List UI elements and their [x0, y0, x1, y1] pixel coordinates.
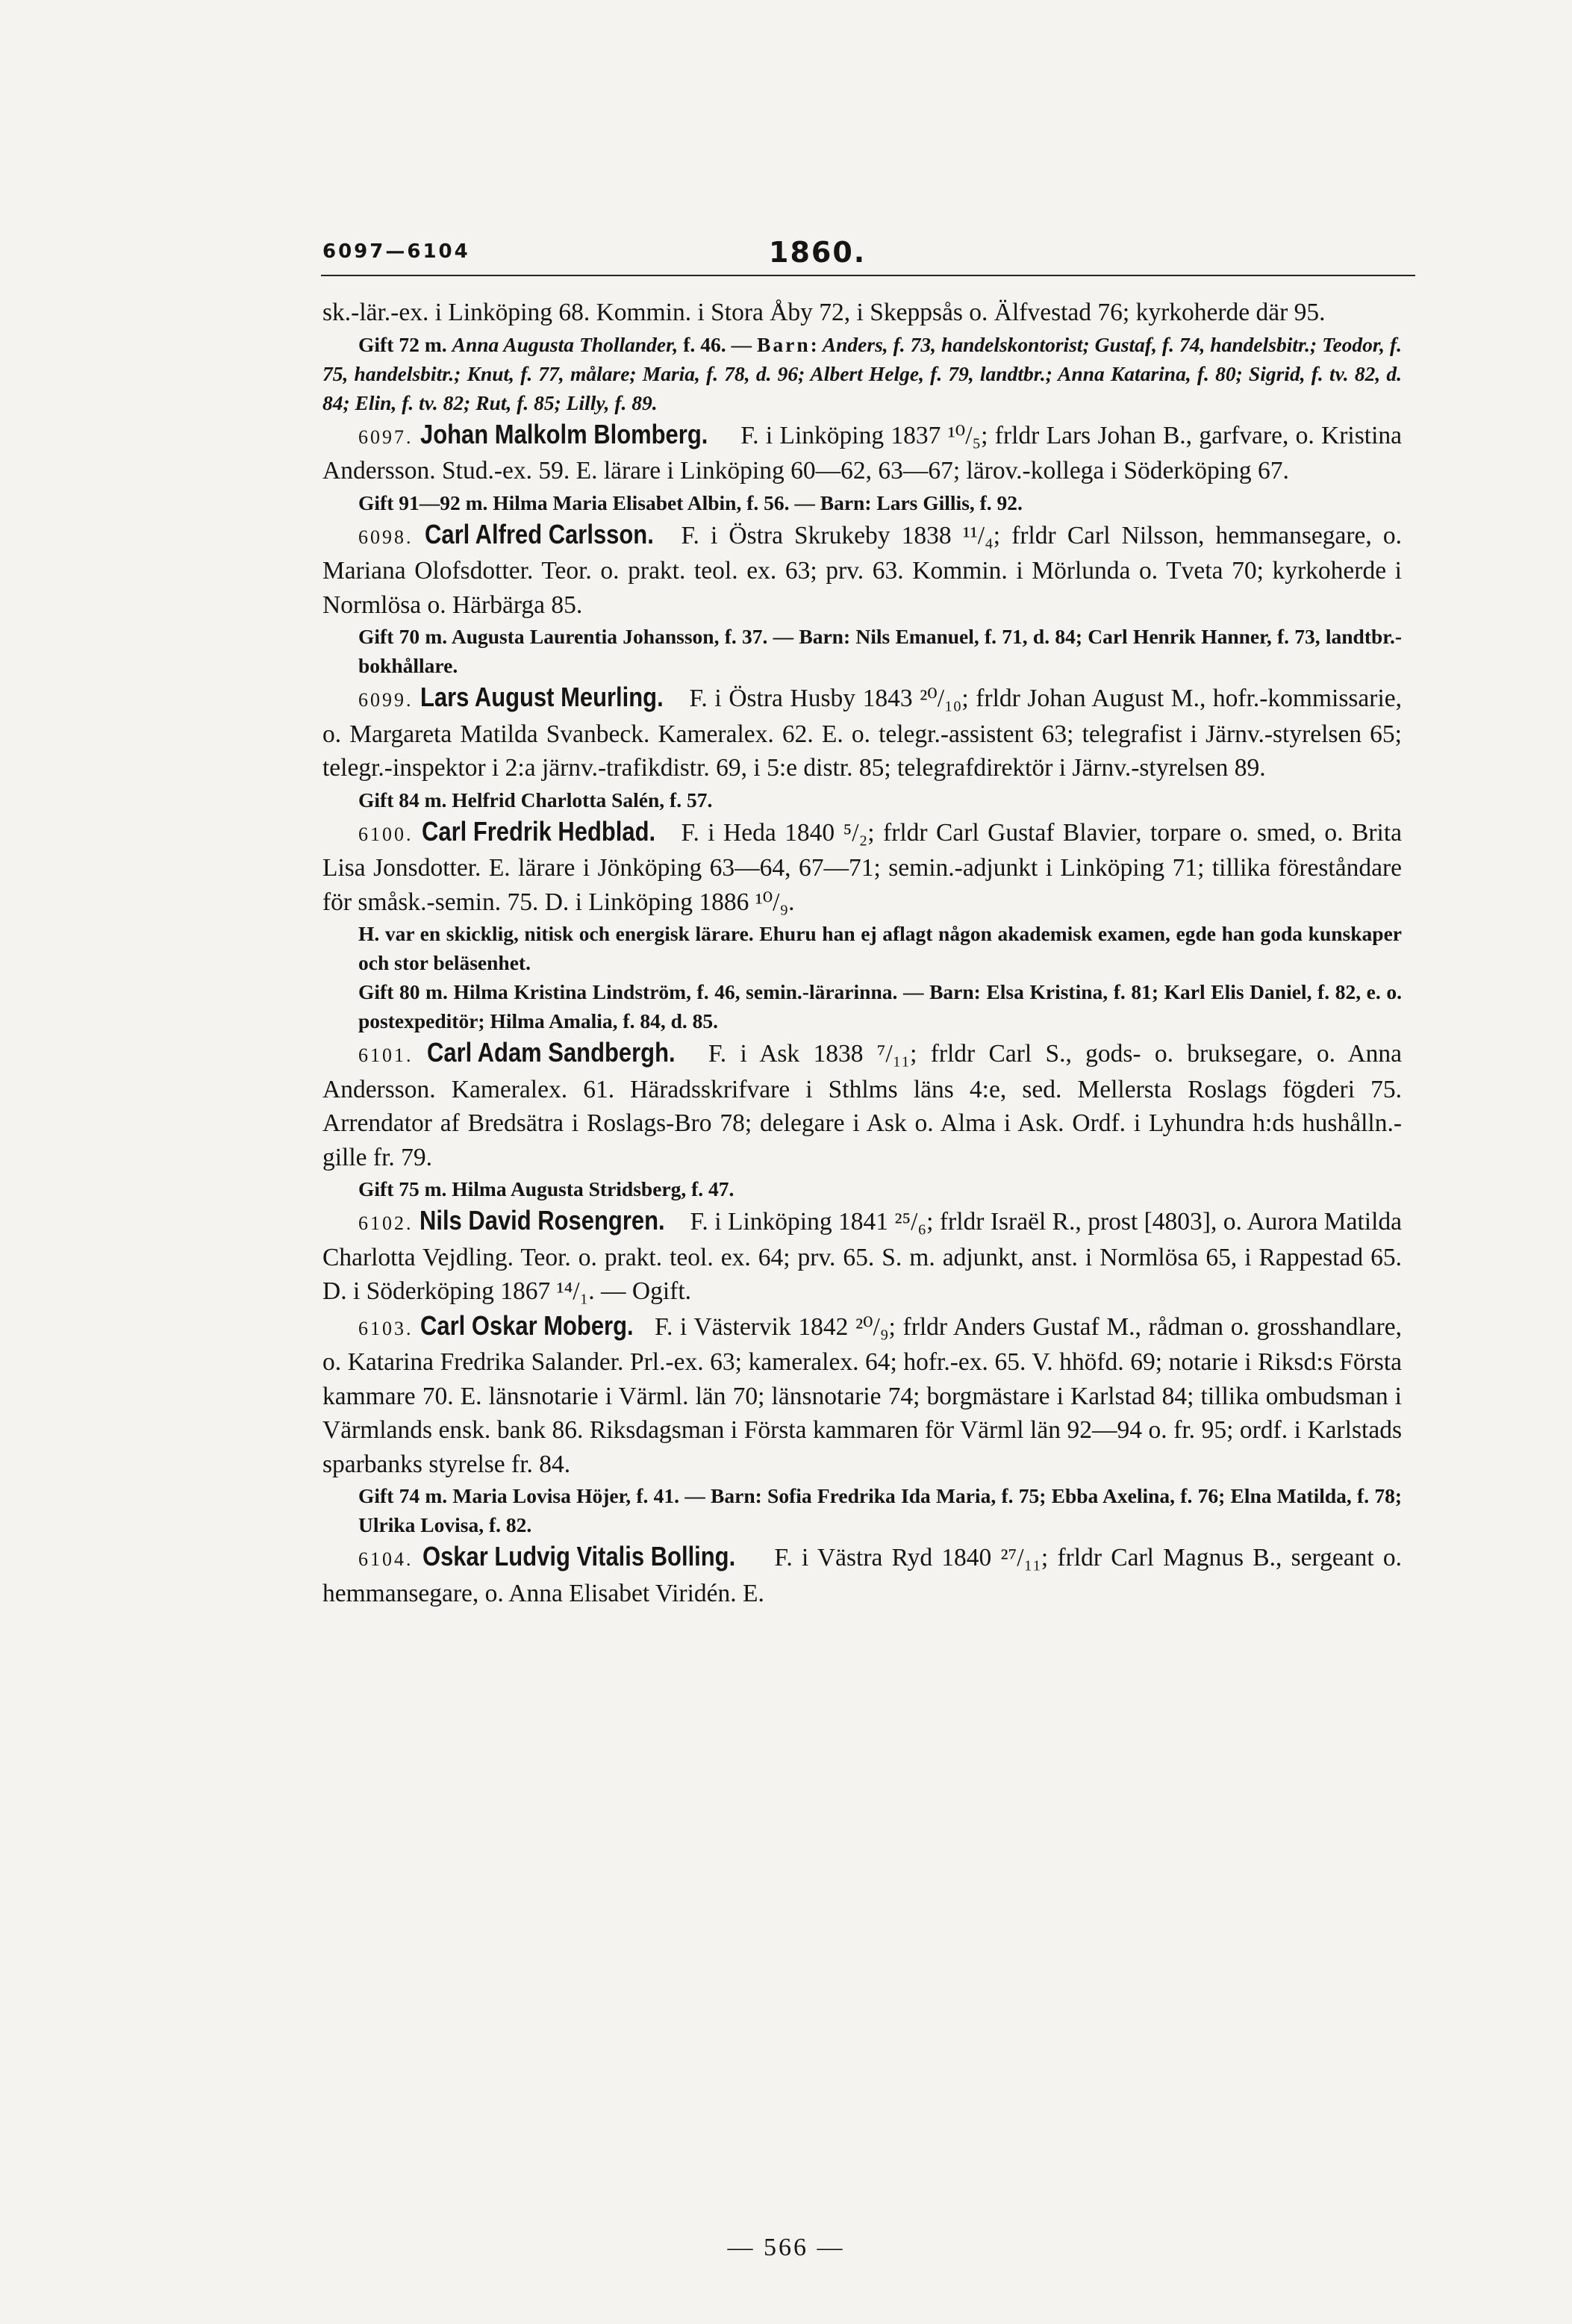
entry-6097 [322, 417, 1402, 517]
entry-6099 [322, 680, 1402, 814]
entry-number: 6099. [358, 689, 414, 711]
entry-number: 6100. [358, 823, 414, 845]
entry-text: F. i Östra Husby 1843 ²⁰/₁₀; frldr Johan August M., hofr.-kommissarie, o. Margareta Matilda Svanbeck. Kameralex. 62. E. o. telegr.-assistent 63; telegrafist i Järnv.-styrelsen 65; telegr.-inspektor i 2:a järnv.-trafikdistr. 69, i 5:e distr. 85; telegrafdirektör i Järnv.-styrelsen 89. [322, 685, 1403, 782]
entry-number: 6097. [358, 426, 414, 448]
entry-family: Gift 70 m. Augusta Laurentia Johansson, f. 37. — Barn: Nils Emanuel, f. 71, d. 84; Carl Henrik Hanner, f. 73, landtbr.-bokhållare. [358, 625, 1402, 677]
entry-6101 [322, 1035, 1402, 1203]
entry-family: Gift 84 m. Helfrid Charlotta Salén, f. 57. [358, 788, 713, 811]
intro-family: Gift 72 m. Anna Augusta Thollander, f. 46. — Barn: Anders, f. 73, handelskontorist; Gustaf, f. 74, handelsbitr.; Teodor, f. 75, handelsbitr.; Knut, f. 77, målare; Maria, f. 78, d. 96; Albert Helge, f. 79, landtbr.; Anna Katarina, f. 80; Sigrid, f. tv. 82, d. 84; Elin, f. tv. 82; Rut, f. 85; Lilly, f. 89. [322, 332, 1402, 414]
entry-name: Johan Malkolm Blomberg. [419, 418, 708, 449]
page-number: — 566 — [727, 2234, 845, 2261]
entry-6104 [322, 1539, 1402, 1610]
entry-6102 [322, 1203, 1402, 1309]
entry-name: Carl Alfred Carlsson. [424, 518, 654, 549]
header-rule [321, 275, 1415, 276]
entry-number: 6101. [358, 1044, 414, 1066]
entry-6098 [322, 517, 1402, 681]
entry-name: Oskar Ludvig Vitalis Bolling. [422, 1541, 735, 1571]
entry-text: F. i Ask 1838 ⁷/₁₁; frldr Carl S., gods- o. bruksegare, o. Anna Andersson. Kameralex. 61. Häradsskrifvare i Sthlms läns 4:e, sed. Mellersta Roslags fögderi 75. Arrendator af Bredsätra i Roslags-Bro 78; delegare i Ask o. Alma i Ask. Ordf. i Lyhundra h:ds hushålln.-gille fr. 79. [322, 1040, 1403, 1171]
entry-family: Gift 74 m. Maria Lovisa Höjer, f. 41. — Barn: Sofia Fredrika Ida Maria, f. 75; Ebba Axelina, f. 76; Elna Matilda, f. 78; Ulrika Lovisa, f. 82. [358, 1484, 1402, 1536]
entry-name: Carl Oskar Moberg. [420, 1309, 634, 1341]
entry-text: F. i Västra Ryd 1840 ²⁷/₁₁; frldr Carl Magnus B., sergeant o. hemmansegare, o. Anna Elisabet Viridén. E. [322, 1544, 1402, 1607]
entry-note: H. var en skicklig, nitisk och energisk lärare. Ehuru han ej aflagt någon akademisk examen, egde han goda kunskaper och stor beläsenhet. [358, 922, 1402, 974]
page-year: 1860. [769, 236, 867, 269]
entry-text: F. i Östra Skrukeby 1838 ¹¹/₄; frldr Carl Nilsson, hemmansegare, o. Mariana Olofsdotter. Teor. o. prakt. teol. ex. 63; prv. 63. Kommin. i Mörlunda o. Tveta 70; kyrkoherde i Normlösa o. Härbärga 85. [322, 521, 1403, 619]
entry-number: 6098. [358, 526, 414, 548]
entry-number: 6104. [358, 1548, 414, 1570]
entry-range: 6097—6104 [322, 240, 470, 263]
intro-text: sk.-lär.-ex. i Linköping 68. Kommin. i Stora Åby 72, i Skeppsås o. Älfvestad 76; kyrkoherde där 95. [322, 299, 1326, 326]
entry-text: F. i Heda 1840 ⁵/₂; frldr Carl Gustaf Blavier, torpare o. smed, o. Brita Lisa Jonsdotter. E. lärare i Jönköping 63—64, 67—71; semin.-adjunkt i Linköping 71; tillika föreståndare för småsk.-semin. 75. D. i Linköping 1886 ¹⁰/₉. [322, 818, 1402, 916]
entry-family: Gift 75 m. Hilma Augusta Stridsberg, f. 47. [358, 1177, 734, 1200]
page-body [322, 296, 1402, 1610]
entry-6103 [322, 1309, 1402, 1540]
entry-text: F. i Linköping 1837 ¹⁰/₅; frldr Lars Johan B., garfvare, o. Kristina Andersson. Stud.-ex. 59. E. lärare i Linköping 60—62, 63—67; lärov.-kollega i Söderköping 67. [322, 421, 1403, 485]
entry-6100 [322, 814, 1402, 1036]
entry-text: F. i Linköping 1841 ²⁵/₆; frldr Israël R., prost [4803], o. Aurora Matilda Charlotta Vejdling. Teor. o. prakt. teol. ex. 64; prv. 65. S. m. adjunkt, anst. i Normlösa 65, i Rappestad 65. D. i Söderköping 1867 ¹⁴/₁. — Ogift. [322, 1208, 1402, 1305]
entry-name: Carl Fredrik Hedblad. [421, 815, 656, 847]
entry-name: Carl Adam Sandbergh. [426, 1037, 676, 1068]
entry-number: 6103. [358, 1317, 414, 1339]
entry-name: Lars August Meurling. [420, 682, 664, 712]
entry-text: F. i Västervik 1842 ²⁰/₉; frldr Anders Gustaf M., rådman o. grosshandlare, o. Katarina Fredrika Salander. Prl.-ex. 63; kameralex. 64; hofr.-ex. 65. V. hhöfd. 69; notarie i Riksd:s Första kammare 70. E. länsnotarie i Värml. län 70; länsnotarie 74; borgmästare i Karlstad 84; tillika ombudsman i Värmlands ensk. bank 86. Riksdagsman i Första kammaren för Värml län 92—94 o. fr. 95; ordf. i Karlstads sparbanks styrelse fr. 84. [322, 1312, 1403, 1478]
entry-name: Nils David Rosengren. [419, 1205, 665, 1236]
entry-family: Gift 91—92 m. Hilma Maria Elisabet Albin, f. 56. — Barn: Lars Gillis, f. 92. [358, 490, 1023, 514]
entry-family: Gift 80 m. Hilma Kristina Lindström, f. 46, semin.-lärarinna. — Barn: Elsa Kristina, f. 81; Karl Elis Daniel, f. 82, e. o. postexpeditör; Hilma Amalia, f. 84, d. 85. [358, 980, 1402, 1032]
entry-number: 6102. [358, 1212, 414, 1234]
